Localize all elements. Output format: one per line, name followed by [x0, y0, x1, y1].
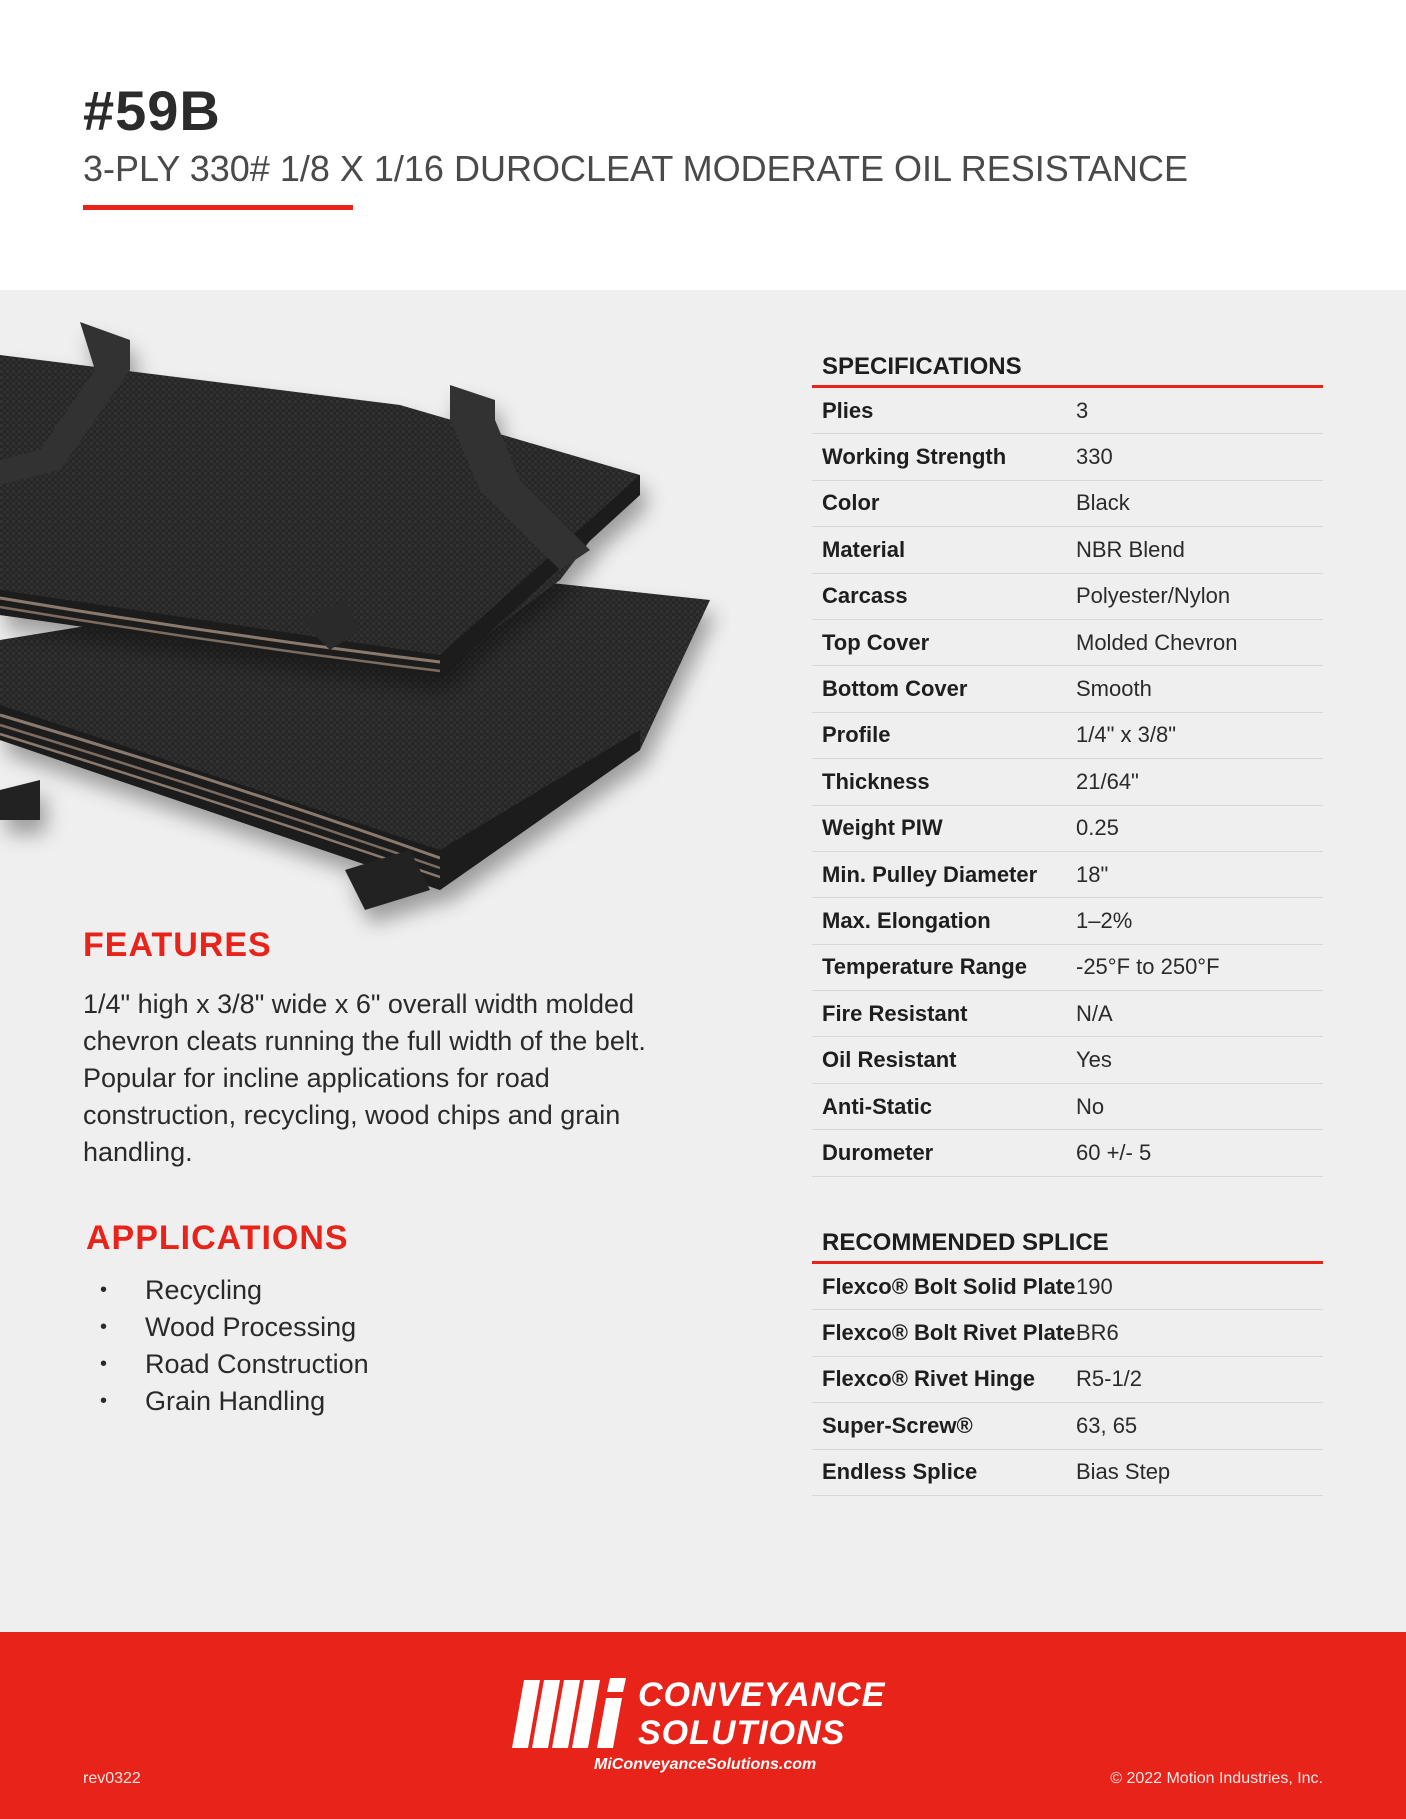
company-logo	[510, 1672, 910, 1772]
spec-label: Max. Elongation	[822, 907, 991, 933]
applications-heading: APPLICATIONS	[86, 1219, 349, 1257]
header	[0, 0, 1406, 290]
table-row	[812, 574, 1323, 620]
product-subtitle: 3-PLY 330# 1/8 X 1/16 DUROCLEAT MODERATE OIL RESISTANCE	[83, 148, 1189, 189]
table-row	[812, 1037, 1323, 1083]
logo-wordmark-line2: SOLUTIONS	[638, 1714, 846, 1752]
bullet: •	[100, 1279, 108, 1301]
bullet: •	[100, 1353, 108, 1375]
specifications-table	[812, 340, 1323, 1177]
mi-logo-icon	[510, 1672, 635, 1756]
table-row	[812, 759, 1323, 805]
applications-list	[100, 1272, 369, 1420]
list-item	[100, 1346, 369, 1383]
spec-label: Color	[822, 490, 880, 516]
website-link[interactable]: MiConveyanceSolutions.com	[594, 1756, 817, 1773]
spec-label: Bottom Cover	[822, 676, 968, 702]
copyright: © 2022 Motion Industries, Inc.	[1110, 1770, 1323, 1787]
spec-label: Material	[822, 536, 906, 562]
table-row	[812, 1310, 1323, 1356]
list-item	[100, 1272, 369, 1309]
table-row	[812, 991, 1323, 1037]
splice-label: Flexco® Bolt Rivet Plate	[822, 1320, 1076, 1346]
table-row	[812, 1084, 1323, 1130]
spec-label: Min. Pulley Diameter	[822, 861, 1038, 887]
spec-label: Carcass	[822, 583, 908, 609]
features-text: 1/4" high x 3/8" wide x 6" overall width molded chevron cleats running the full width of the belt. Popular for incline applications for road construction, recycling, wood chips and grain handling.	[83, 989, 646, 1167]
spec-value: 1/4" x 3/8"	[1076, 722, 1177, 748]
spec-value: 330	[1076, 444, 1113, 470]
spec-value: 3	[1076, 397, 1089, 423]
table-row	[812, 388, 1323, 434]
table-row	[812, 852, 1323, 898]
table-row	[812, 945, 1323, 991]
spec-label: Temperature Range	[822, 954, 1027, 980]
splice-value: 63, 65	[1076, 1412, 1138, 1438]
application-label: Road Construction	[145, 1349, 369, 1379]
spec-value: Smooth	[1076, 676, 1152, 702]
features-heading: FEATURES	[83, 926, 272, 964]
spec-value: 21/64"	[1076, 768, 1139, 794]
application-label: Grain Handling	[145, 1386, 326, 1416]
spec-value: N/A	[1076, 1000, 1113, 1026]
spec-label: Top Cover	[822, 629, 930, 655]
table-row	[812, 898, 1323, 944]
spec-value: 18"	[1076, 861, 1109, 887]
spec-label: Weight PIW	[822, 815, 943, 841]
splice-label: Flexco® Bolt Solid Plate	[822, 1273, 1076, 1299]
bullet: •	[100, 1316, 108, 1338]
spec-label: Working Strength	[822, 444, 1007, 470]
table-row	[812, 620, 1323, 666]
table-row	[812, 1450, 1323, 1496]
splice-table	[812, 1216, 1323, 1496]
splice-value: Bias Step	[1076, 1459, 1171, 1485]
belt-product-image	[0, 310, 730, 950]
spec-value: NBR Blend	[1076, 536, 1185, 562]
splice-label: Super-Screw®	[822, 1412, 973, 1438]
table-row	[812, 434, 1323, 480]
table-row	[812, 806, 1323, 852]
spec-value: Polyester/Nylon	[1076, 583, 1231, 609]
product-code: #59B	[83, 79, 221, 142]
application-label: Recycling	[145, 1275, 263, 1305]
spec-label: Anti-Static	[822, 1093, 932, 1119]
spec-value: 1–2%	[1076, 907, 1133, 933]
table-row	[812, 481, 1323, 527]
splice-value: R5-1/2	[1076, 1366, 1143, 1392]
bullet: •	[100, 1390, 108, 1412]
splice-label: Flexco® Rivet Hinge	[822, 1366, 1036, 1392]
spec-label: Oil Resistant	[822, 1047, 957, 1073]
spec-value: Molded Chevron	[1076, 629, 1238, 655]
table-row	[812, 1403, 1323, 1449]
logo-wordmark-line1: CONVEYANCE	[638, 1676, 886, 1714]
table-row	[812, 1357, 1323, 1403]
spec-value: 60 +/- 5	[1076, 1139, 1152, 1165]
splice-label: Endless Splice	[822, 1459, 978, 1485]
specifications-heading: SPECIFICATIONS	[812, 340, 1323, 388]
table-row	[812, 1130, 1323, 1176]
spec-value: Black	[1076, 490, 1130, 516]
main-panel	[0, 290, 1406, 1632]
spec-label: Profile	[822, 722, 891, 748]
table-row	[812, 666, 1323, 712]
table-row	[812, 527, 1323, 573]
spec-value: 0.25	[1076, 815, 1119, 841]
revision-code: rev0322	[83, 1770, 141, 1787]
spec-label: Fire Resistant	[822, 1000, 968, 1026]
spec-value: Yes	[1076, 1047, 1112, 1073]
application-label: Wood Processing	[145, 1312, 357, 1342]
footer	[0, 1632, 1406, 1819]
spec-value: No	[1076, 1093, 1105, 1119]
splice-value: BR6	[1076, 1320, 1119, 1346]
title-underline	[83, 205, 353, 210]
list-item	[100, 1383, 369, 1420]
spec-label: Thickness	[822, 768, 930, 794]
table-row	[812, 1264, 1323, 1310]
spec-label: Plies	[822, 397, 874, 423]
table-row	[812, 713, 1323, 759]
splice-heading: RECOMMENDED SPLICE	[812, 1216, 1323, 1264]
list-item	[100, 1309, 369, 1346]
splice-value: 190	[1076, 1273, 1113, 1299]
spec-value: -25°F to 250°F	[1076, 954, 1220, 980]
spec-label: Durometer	[822, 1139, 934, 1165]
